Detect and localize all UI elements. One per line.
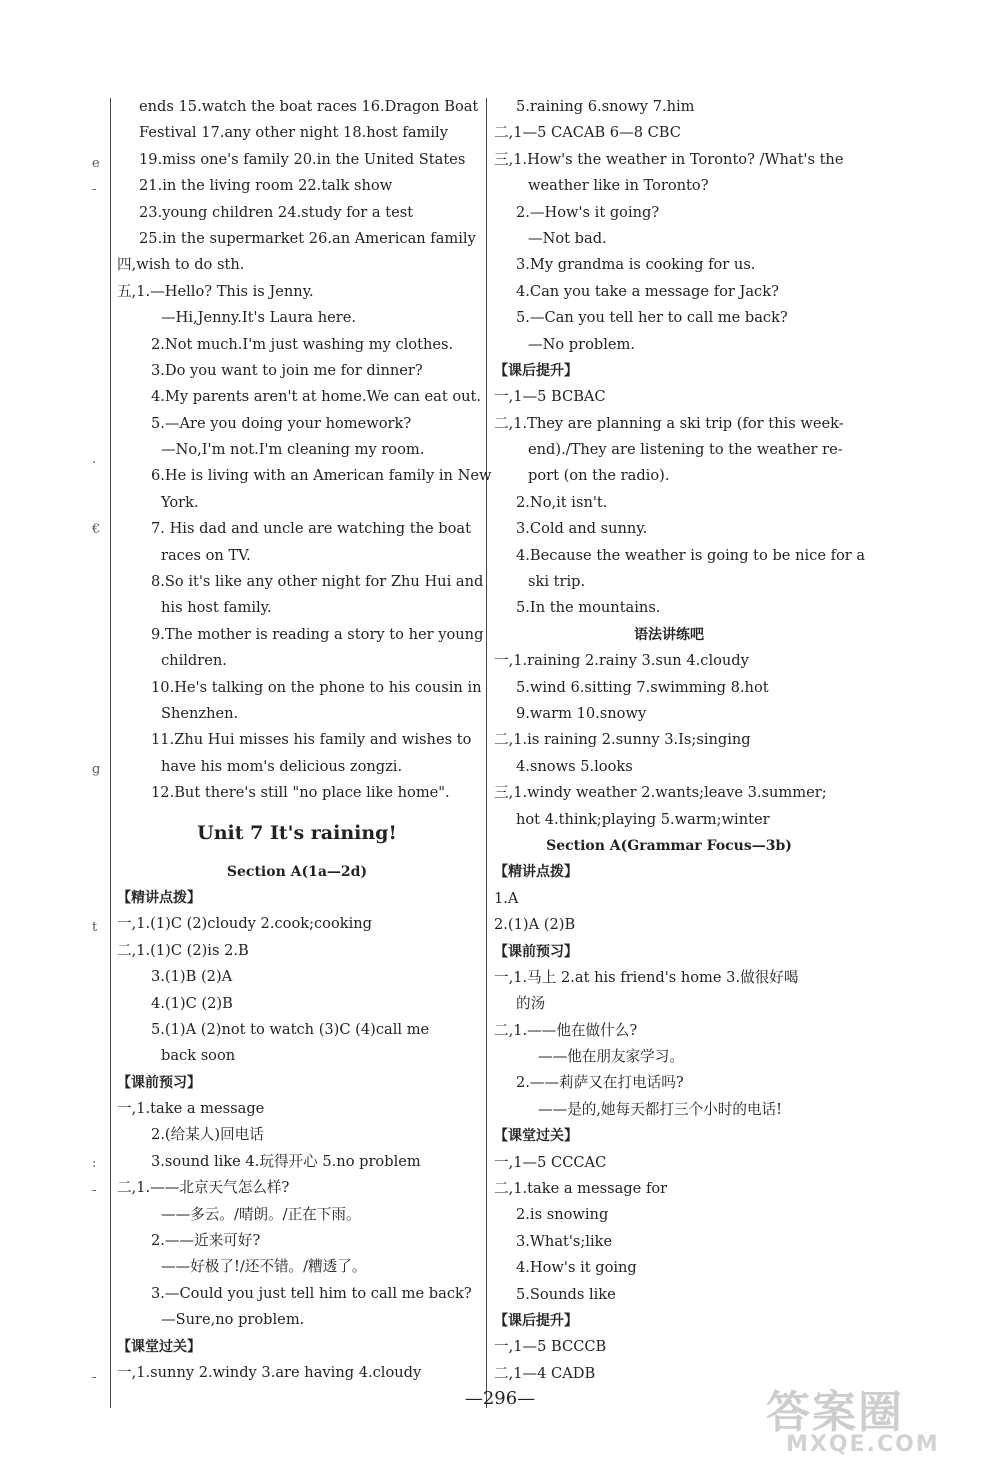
- answer-line: 一,1.马上 2.at his friend's home 3.做很好喝: [494, 968, 799, 986]
- answer-line: 二,1.(1)C (2)is 2.B: [117, 941, 249, 959]
- answer-line: 一,1.sunny 2.windy 3.are having 4.cloudy: [117, 1363, 422, 1381]
- answer-line: 3.—Could you just tell him to call me back?: [151, 1284, 472, 1302]
- answer-line: 2.——莉萨又在打电话吗?: [516, 1074, 684, 1092]
- answer-line: 8.So it's like any other night for Zhu Hui and: [151, 573, 484, 591]
- answer-line: 5.In the mountains.: [516, 599, 661, 617]
- answer-line: 4.Because the weather is going to be nice for a: [516, 546, 866, 564]
- margin-mark: €: [92, 522, 101, 537]
- answer-line: 【课前预习】: [117, 1074, 201, 1091]
- answer-line: 2.is snowing: [516, 1206, 609, 1224]
- answer-line: 4.snows 5.looks: [516, 757, 633, 775]
- answer-line: 4.Can you take a message for Jack?: [516, 282, 779, 300]
- margin-mark: -: [92, 1370, 97, 1385]
- margin-mark: .: [92, 452, 97, 467]
- answer-line: races on TV.: [161, 546, 251, 564]
- answer-line: weather like in Toronto?: [528, 177, 709, 195]
- answer-line: ——他在朋友家学习。: [538, 1048, 684, 1066]
- answer-line: 一,1—5 CCCAC: [494, 1153, 607, 1171]
- answer-line: 4.My parents aren't at home.We can eat out.: [151, 388, 482, 406]
- answer-line: back soon: [161, 1047, 236, 1065]
- answer-line: 3.Do you want to join me for dinner?: [151, 361, 423, 379]
- answer-line: York.: [161, 493, 199, 511]
- right-answer-column: [494, 94, 866, 1387]
- watermark-main: 答案圈: [766, 1387, 904, 1438]
- answer-line: 5.—Are you doing your homework?: [151, 414, 412, 432]
- answer-line: 【课堂过关】: [494, 1128, 578, 1145]
- answer-line: 5.raining 6.snowy 7.him: [516, 98, 695, 115]
- answer-line: Unit 7 It's raining!: [197, 821, 397, 844]
- margin-mark: e: [92, 156, 100, 171]
- answer-line: —No,I'm not.I'm cleaning my room.: [161, 441, 425, 459]
- answer-line: 23.young children 24.study for a test: [139, 203, 414, 221]
- answer-line: —Sure,no problem.: [161, 1311, 305, 1329]
- answer-line: ——多云。/晴朗。/正在下雨。: [161, 1205, 361, 1223]
- answer-line: 【课堂过关】: [117, 1338, 201, 1355]
- answer-line: ——好极了!/还不错。/糟透了。: [161, 1258, 367, 1276]
- answer-line: 12.But there's still "no place like home".: [151, 784, 450, 802]
- answer-line: —No problem.: [528, 335, 636, 353]
- answer-line: 5.(1)A (2)not to watch (3)C (4)call me: [151, 1020, 430, 1038]
- answer-line: ——是的,她每天都打三个小时的电话!: [538, 1100, 783, 1118]
- answer-line: 【课前预习】: [494, 943, 578, 960]
- answer-line: 五,1.—Hello? This is Jenny.: [117, 282, 314, 300]
- answer-line: 11.Zhu Hui misses his family and wishes to: [151, 731, 472, 749]
- answer-line: Section A(Grammar Focus—3b): [546, 837, 792, 854]
- answer-line: have his mom's delicious zongzi.: [161, 757, 403, 775]
- answer-line: children.: [161, 652, 227, 670]
- answer-line: 3.(1)B (2)A: [151, 968, 233, 986]
- answer-line: 3.What's;like: [516, 1232, 613, 1250]
- answer-line: —Hi,Jenny.It's Laura here.: [161, 309, 357, 327]
- answer-line: 【课后提升】: [494, 1312, 578, 1329]
- answer-line: 一,1—5 BCBAC: [494, 388, 606, 406]
- answer-line: 的汤: [516, 995, 546, 1013]
- answer-line: 2.No,it isn't.: [516, 493, 608, 511]
- answer-line: 7. His dad and uncle are watching the boat: [151, 520, 471, 538]
- answer-line: 5.wind 6.sitting 7.swimming 8.hot: [516, 678, 769, 696]
- answer-line: Festival 17.any other night 18.host family: [139, 124, 448, 142]
- answer-line: 9.The mother is reading a story to her young: [151, 625, 484, 643]
- answer-line: 25.in the supermarket 26.an American family: [139, 229, 476, 247]
- answer-line: port (on the radio).: [528, 467, 670, 485]
- answer-line: 3.sound like 4.玩得开心 5.no problem: [151, 1152, 421, 1170]
- answer-line: 21.in the living room 22.talk show: [139, 177, 393, 195]
- answer-line: 1.A: [494, 889, 519, 907]
- answer-line: 三,1.windy weather 2.wants;leave 3.summer;: [494, 784, 827, 802]
- answer-line: Shenzhen.: [161, 704, 239, 722]
- answer-line: his host family.: [161, 599, 272, 617]
- answer-line: 一,1.(1)C (2)cloudy 2.cook;cooking: [117, 915, 372, 933]
- answer-line: 二,1.is raining 2.sunny 3.Is;singing: [494, 731, 751, 749]
- answer-line: 一,1.raining 2.rainy 3.sun 4.cloudy: [494, 652, 749, 670]
- answer-line: 2.(给某人)回电话: [151, 1126, 264, 1144]
- answer-line: 一,1—5 BCCCB: [494, 1338, 607, 1356]
- answer-line: hot 4.think;playing 5.warm;winter: [516, 810, 770, 828]
- answer-line: 二,1.take a message for: [494, 1180, 668, 1198]
- left-margin-rule: [110, 98, 111, 1408]
- answer-line: 10.He's talking on the phone to his cousin in: [151, 678, 482, 696]
- left-answer-column: [117, 94, 492, 1386]
- answer-line: 一,1.take a message: [117, 1100, 265, 1118]
- answer-line: 二,1.——北京天气怎么样?: [117, 1179, 290, 1197]
- answer-line: ends 15.watch the boat races 16.Dragon Boat: [139, 98, 479, 115]
- answer-line: 二,1—5 CACAB 6—8 CBC: [494, 124, 681, 142]
- answer-line: 二,1.——他在做什么?: [494, 1021, 638, 1039]
- answer-line: Section A(1a—2d): [226, 863, 368, 880]
- column-divider: [486, 98, 487, 1408]
- answer-line: 9.warm 10.snowy: [516, 704, 647, 722]
- margin-mark: -: [92, 182, 97, 197]
- watermark-logo: [726, 1376, 976, 1461]
- answer-line: 三,1.How's the weather in Toronto? /What's the: [494, 150, 844, 168]
- answer-line: 6.He is living with an American family in New: [151, 467, 492, 485]
- answer-line: 4.(1)C (2)B: [151, 994, 233, 1012]
- answer-line: 2.(1)A (2)B: [494, 916, 576, 934]
- answer-line: 【精讲点拨】: [117, 889, 201, 906]
- answer-line: 二,1.They are planning a ski trip (for this week-: [494, 414, 844, 432]
- margin-mark: :: [92, 1156, 97, 1171]
- answer-line: 2.——近来可好?: [151, 1232, 261, 1250]
- margin-mark: g: [92, 762, 101, 777]
- answer-line: end)./They are listening to the weather re-: [528, 441, 843, 459]
- page-number: —296—: [464, 1388, 536, 1409]
- answer-line: 5.Sounds like: [516, 1285, 616, 1303]
- answer-line: 【精讲点拨】: [494, 864, 578, 881]
- answer-line: 5.—Can you tell her to call me back?: [516, 309, 788, 327]
- answer-line: ski trip.: [528, 573, 586, 591]
- answer-line: 3.Cold and sunny.: [516, 520, 648, 538]
- answer-line: 19.miss one's family 20.in the United States: [139, 150, 466, 168]
- answer-line: 2.Not much.I'm just washing my clothes.: [151, 335, 454, 353]
- answer-line: 语法讲练吧: [634, 626, 704, 643]
- watermark-sub: MXQE.COM: [786, 1432, 940, 1457]
- answer-line: 3.My grandma is cooking for us.: [516, 256, 756, 274]
- margin-mark: -: [92, 1183, 97, 1198]
- answer-line: 【课后提升】: [494, 362, 578, 379]
- answer-line: —Not bad.: [528, 229, 607, 247]
- margin-mark: t: [92, 920, 98, 935]
- answer-line: 二,1—4 CADB: [494, 1364, 596, 1382]
- answer-line: 2.—How's it going?: [516, 203, 660, 221]
- answer-line: 四,wish to do sth.: [117, 256, 245, 274]
- answer-line: 4.How's it going: [516, 1259, 637, 1277]
